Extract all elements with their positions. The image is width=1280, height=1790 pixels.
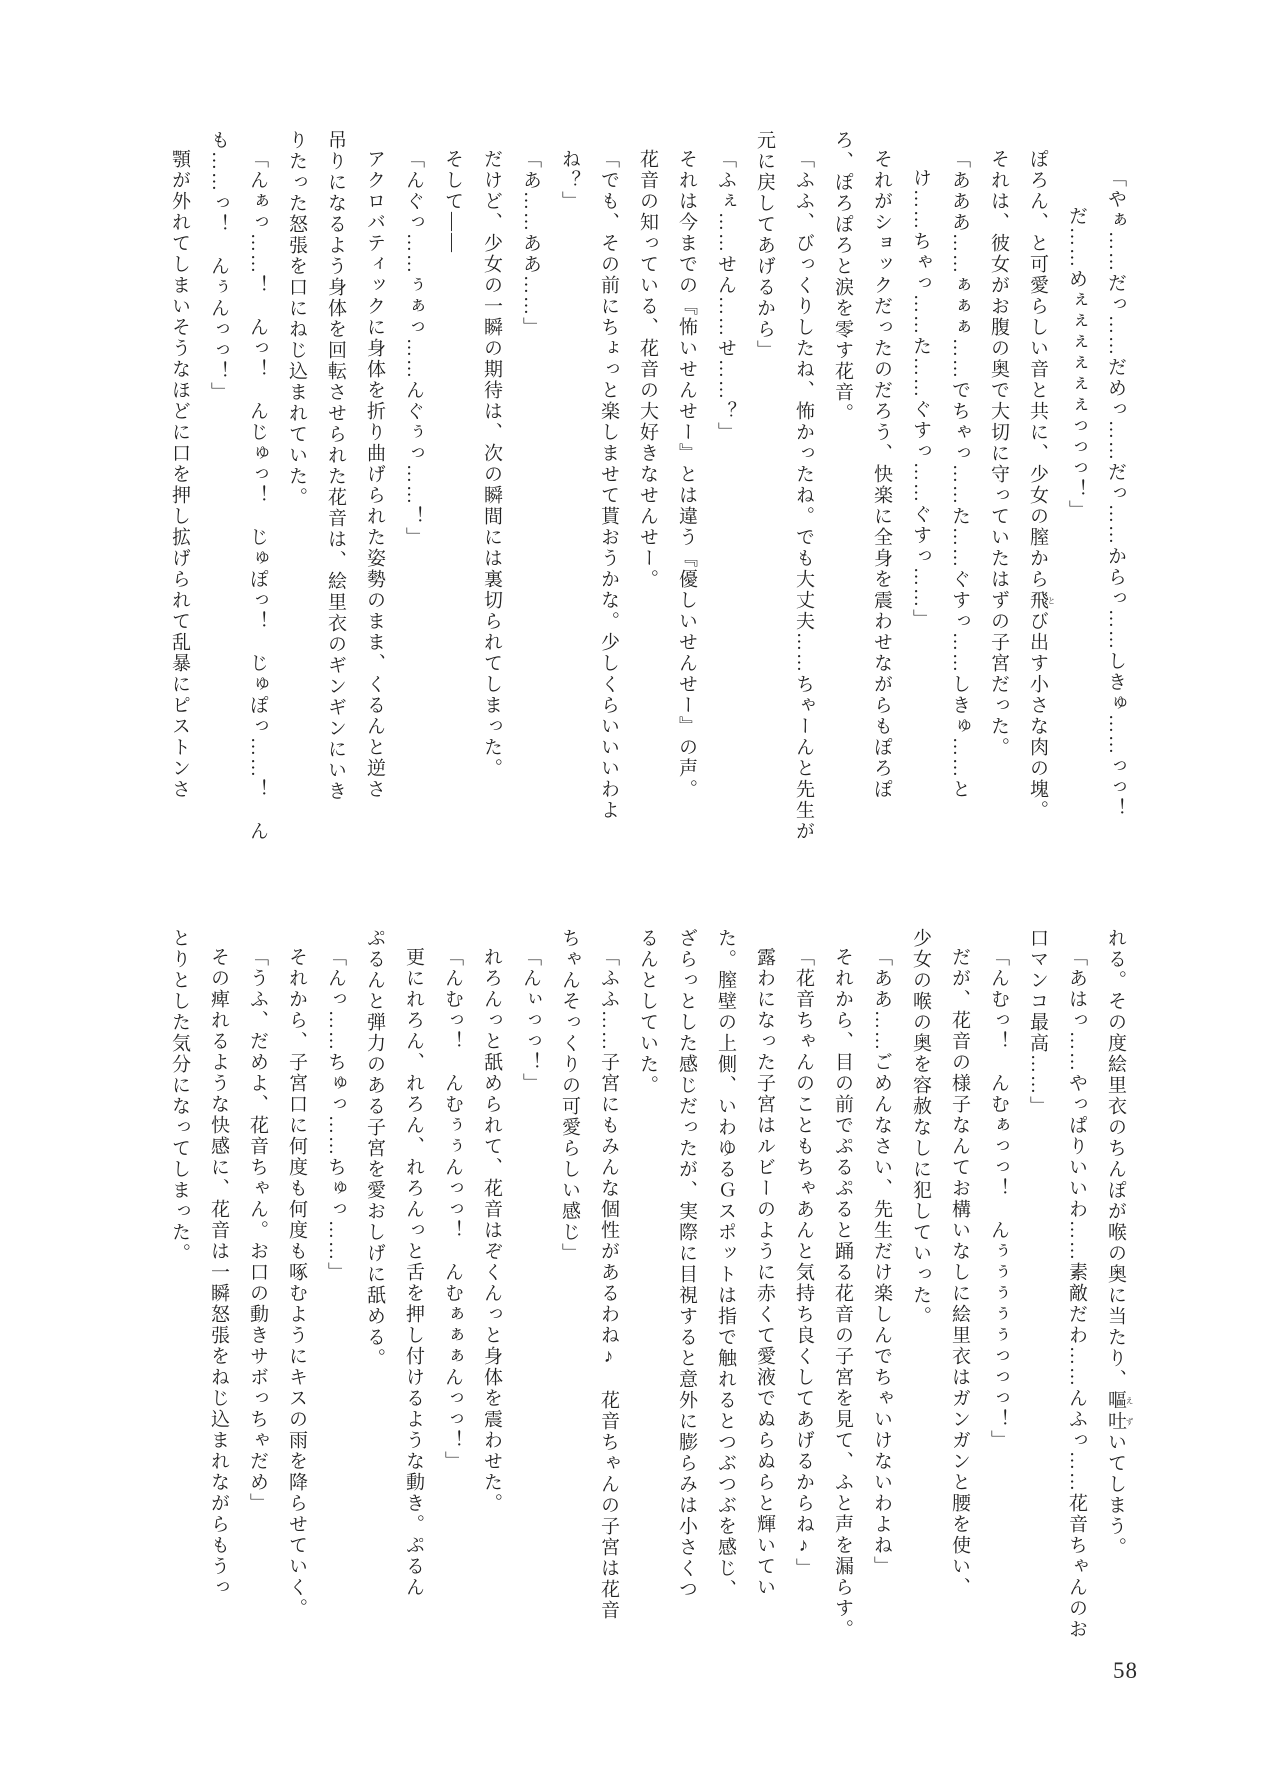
text-line: 「うふ、だめよ、花音ちゃん。お口の動きサボっちゃだめ」 bbox=[247, 947, 268, 1514]
text-line: 口マンコ最高……」 bbox=[1027, 928, 1048, 1117]
text-line: りたった怒張を口にねじ込まれていた。 bbox=[286, 130, 307, 508]
text-line: そして―― bbox=[442, 149, 463, 254]
text-line: 元に戻してあげるから」 bbox=[754, 130, 775, 361]
text-line: 露わになった子宮はルビーのように赤くて愛液でぬらぬらと輝いてい bbox=[754, 947, 775, 1598]
text-line: とりとした気分になってしまった。 bbox=[169, 928, 190, 1264]
text-line: 「やぁ……だっ……だめっ……だっ……からっ……しきゅ……っっ！ bbox=[1105, 168, 1126, 819]
text-line: だが、花音の様子なんてお構いなしに絵里衣はガンガンと腰を使い、 bbox=[949, 947, 970, 1598]
top-text-block bbox=[160, 130, 1135, 872]
text-line: その痺れるような快感に、花音は一瞬怒張をねじ込まれながらもうっ bbox=[208, 947, 229, 1598]
bottom-text-block bbox=[160, 928, 1135, 1654]
text-line: ろ、ぽろぽろと涙を零す花音。 bbox=[832, 130, 853, 424]
text-line: 「んっ……ちゅっ……ちゅっ……」 bbox=[325, 947, 346, 1283]
text-line: 顎が外れてしまいそうなほどに口を押し拡げられて乱暴にピストンさ bbox=[169, 149, 190, 800]
text-line: れろんっと舐められて、花音はぞくんっと身体を震わせた。 bbox=[481, 947, 502, 1514]
text-line: 「あ……ああ……」 bbox=[520, 149, 541, 338]
text-line: 更にれろん、れろん、れろんっと舌を押し付けるような動き。ぷるん bbox=[403, 947, 424, 1598]
text-line: それから、子宮口に何度も何度も啄むようにキスの雨を降らせていく。 bbox=[286, 947, 307, 1619]
text-line: 「んむっ！ んむぅぅんっっ！ んむぁぁぁんっっ！」 bbox=[442, 947, 463, 1472]
text-line: 「んむっ！ んむぁっっ！ んぅぅぅぅぅっっっ！」 bbox=[988, 947, 1009, 1451]
text-line: アクロバティックに身体を折り曲げられた姿勢のまま、くるんと逆さ bbox=[364, 149, 385, 800]
text-line: だ……めぇぇぇぇぇぇっっっ！」 bbox=[1066, 206, 1087, 521]
text-line: ね？」 bbox=[559, 149, 580, 212]
text-line: 「ふふ、びっくりしたね、怖かったね。でも大丈夫……ちゃーんと先生が bbox=[793, 149, 814, 842]
text-line: ちゃんそっくりの可愛らしい感じ」 bbox=[559, 928, 580, 1264]
text-line: 「ふぇ……せん……せ……？」 bbox=[715, 149, 736, 443]
text-line: ぽろん、と可愛らしい音と共に、少女の膣から飛 とび出す小さな肉の塊。 bbox=[1027, 149, 1056, 821]
text-line: 「花音ちゃんのこともちゃあんと気持ち良くしてあげるからね♪」 bbox=[793, 947, 814, 1579]
text-line: それがショックだったのだろう、快楽に全身を震わせながらもぽろぽ bbox=[871, 149, 892, 800]
text-line: も……っ！ んぅんっっ！」 bbox=[208, 130, 229, 403]
text-line: 「ああ……ごめんなさい、先生だけ楽しんでちゃいけないわよね」 bbox=[871, 947, 892, 1577]
text-line: 「んぁっ……！ んっ！ んじゅっ！ じゅぽっ！ じゅぽっ……！ ん bbox=[247, 149, 268, 842]
page-number: 58 bbox=[1113, 1658, 1138, 1683]
text-line: るんとしていた。 bbox=[637, 928, 658, 1096]
text-line: 「でも、その前にちょっと楽しませて貰おうかな。少しくらいいいわよ bbox=[598, 149, 619, 821]
text-line: 「んぐっ……ぅぁっ……んぐぅっ……！」 bbox=[403, 149, 424, 548]
text-line: 「あはっ……やっぱりいいわ……素敵だわ……んふっ……花音ちゃんのお bbox=[1066, 947, 1087, 1640]
text-line: 「ふふ……子宮にもみんな個性があるわね♪ 花音ちゃんの子宮は花音 bbox=[598, 947, 619, 1621]
text-line: れる。その度絵里衣のちんぽが喉の奥に当たり、嘔吐 えずいてしまう。 bbox=[1105, 928, 1134, 1558]
text-line: た。膣壁の上側、いわゆるＧスポットは指で触れるとつぶつぶを感じ、 bbox=[715, 928, 736, 1600]
text-line: ぷるんと弾力のある子宮を愛おしげに舐める。 bbox=[364, 928, 385, 1369]
text-line: それは今までの『怖いせんせー』とは違う『優しいせんせー』の声。 bbox=[676, 149, 697, 800]
text-line: ざらっとした感じだったが、実際に目視すると意外に膨らみは小さくつ bbox=[676, 928, 697, 1600]
text-line: 少女の喉の奥を容赦なしに犯していった。 bbox=[910, 928, 931, 1327]
text-line: 吊りになるよう身体を回転させられた花音は、絵里衣のギンギンにいき bbox=[325, 130, 346, 802]
text-line: それは、彼女がお腹の奥で大切に守っていたはずの子宮だった。 bbox=[988, 149, 1009, 758]
text-line: 「んぃっっ！」 bbox=[520, 947, 541, 1094]
text-line: だけど、少女の一瞬の期待は、次の瞬間には裏切られてしまった。 bbox=[481, 149, 502, 779]
text-line: け……ちゃっ……た……ぐすっ……ぐすっ……」 bbox=[910, 168, 931, 630]
text-line: 「あああ……ぁぁぁ……でちゃっ……た……ぐすっ……しきゅ……と bbox=[949, 149, 970, 800]
text-line: 花音の知っている、花音の大好きなせんせー。 bbox=[637, 149, 658, 590]
text-line: それから、目の前でぷるぷると踊る花音の子宮を見て、ふと声を漏らす。 bbox=[832, 947, 853, 1640]
